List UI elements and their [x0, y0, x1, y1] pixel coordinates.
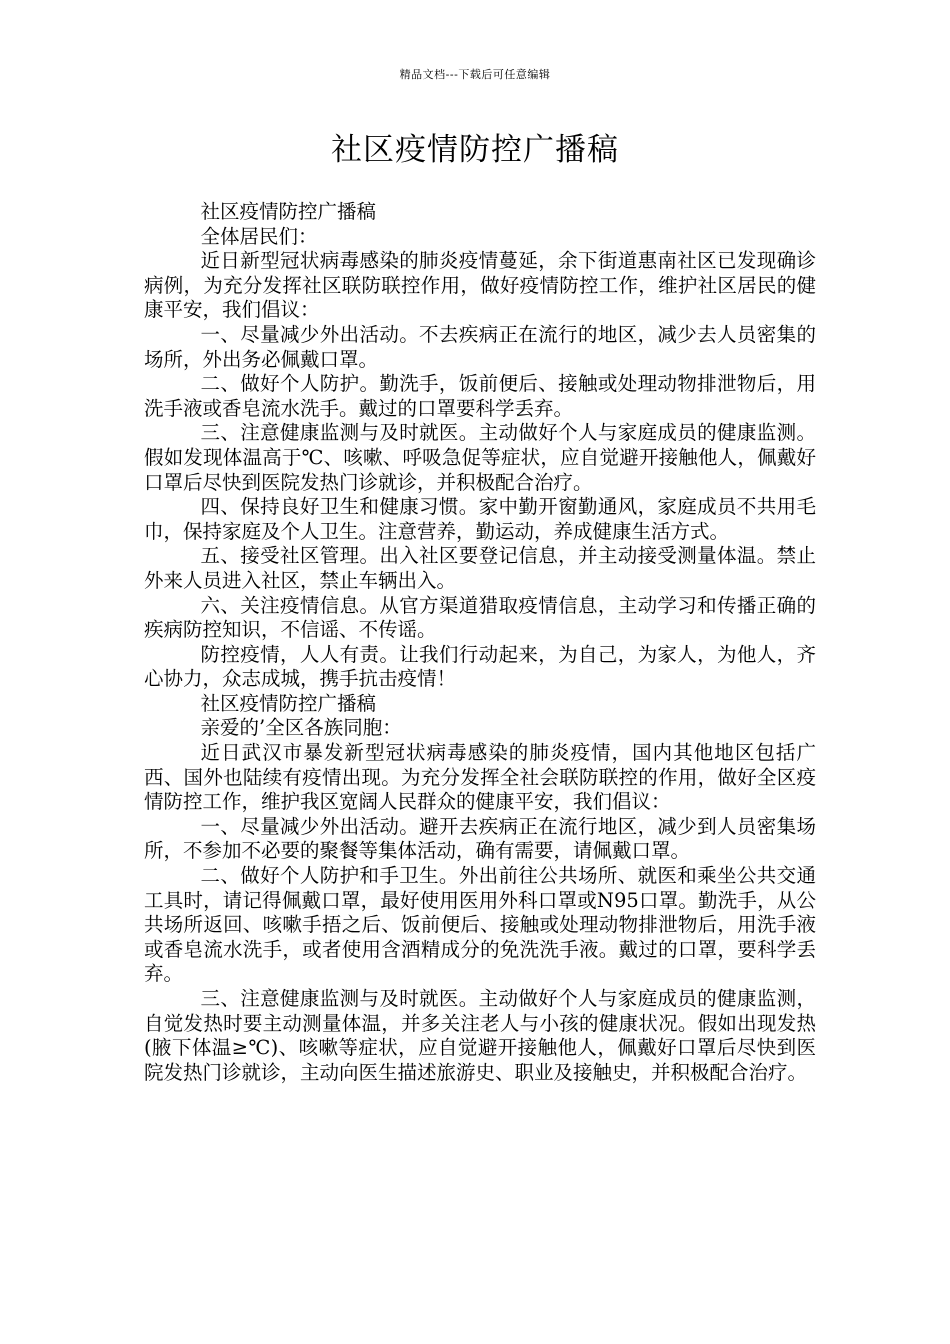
paragraph: 二、做好个人防护。勤洗手，饭前便后、接触或处理动物排泄物后，用洗手液或香皂流水洗手。戴过的口罩要科学丢弃。	[144, 372, 816, 420]
header-note: 精品文档---下载后可任意编辑	[399, 68, 551, 81]
paragraph: 近日新型冠状病毒感染的肺炎疫情蔓延，余下街道惠南社区已发现确诊病例，为充分发挥社区联防联控作用，做好疫情防控工作，维护社区居民的健康平安，我们倡议：	[144, 249, 816, 322]
paragraph: 六、关注疫情信息。从官方渠道猎取疫情信息，主动学习和传播正确的疾病防控知识，不信谣、不传谣。	[144, 593, 816, 642]
paragraph: 二、做好个人防护和手卫生。外出前往公共场所、就医和乘坐公共交通工具时，请记得佩戴口罩，最好使用医用外科口罩或N95口罩。勤洗手，从公共场所返回、咳嗽手捂之后、饭前便后、接触或处理动物排泄物后，用洗手液或香皂流水洗手，或者使用含酒精成分的免洗洗手液。戴过的口罩，要科学丢弃。	[144, 864, 816, 986]
paragraph: 近日武汉市暴发新型冠状病毒感染的肺炎疫情，国内其他地区包括广西、国外也陆续有疫情出现。为充分发挥全社会联防联控的作用，做好全区疫情防控工作，维护我区宽阔人民群众的健康平安，我们倡议：	[144, 741, 816, 814]
document-title: 社区疫情防控广播稿	[331, 132, 619, 168]
paragraph: 三、注意健康监测与及时就医。主动做好个人与家庭成员的健康监测，自觉发热时要主动测量体温，并多关注老人与小孩的健康状况。假如出现发热(腋下体温≥℃)、咳嗽等症状，应自觉避开接触他人，佩戴好口罩后尽快到医院发热门诊就诊，主动向医生描述旅游史、职业及接触史，并积极配合治疗。	[144, 987, 816, 1084]
paragraph: 防控疫情，人人有责。让我们行动起来，为自己，为家人，为他人，齐心协力，众志成城，携手抗击疫情！	[144, 642, 816, 691]
document-body	[144, 200, 816, 1085]
paragraph: 四、保持良好卫生和健康习惯。家中勤开窗勤通风，家庭成员不共用毛巾，保持家庭及个人卫生。注意营养，勤运动，养成健康生活方式。	[144, 495, 816, 543]
paragraph: 社区疫情防控广播稿	[200, 691, 377, 715]
paragraph: 一、尽量减少外出活动。不去疾病正在流行的地区，减少去人员密集的场所，外出务必佩戴口罩。	[144, 322, 816, 371]
paragraph: 亲爱的’全区各族同胞：	[200, 716, 402, 740]
paragraph: 一、尽量减少外出活动。避开去疾病正在流行地区，减少到人员密集场所，不参加不必要的聚餐等集体活动，确有需要，请佩戴口罩。	[144, 814, 816, 863]
paragraph: 五、接受社区管理。出入社区要登记信息，并主动接受测量体温。禁止外来人员进入社区，禁止车辆出入。	[144, 544, 816, 592]
paragraph: 三、注意健康监测与及时就医。主动做好个人与家庭成员的健康监测。假如发现体温高于℃、咳嗽、呼吸急促等症状，应自觉避开接触他人，佩戴好口罩后尽快到医院发热门诊就诊，并积极配合治疗。	[144, 421, 816, 494]
paragraph: 全体居民们：	[200, 224, 318, 248]
paragraph: 社区疫情防控广播稿	[200, 200, 377, 223]
